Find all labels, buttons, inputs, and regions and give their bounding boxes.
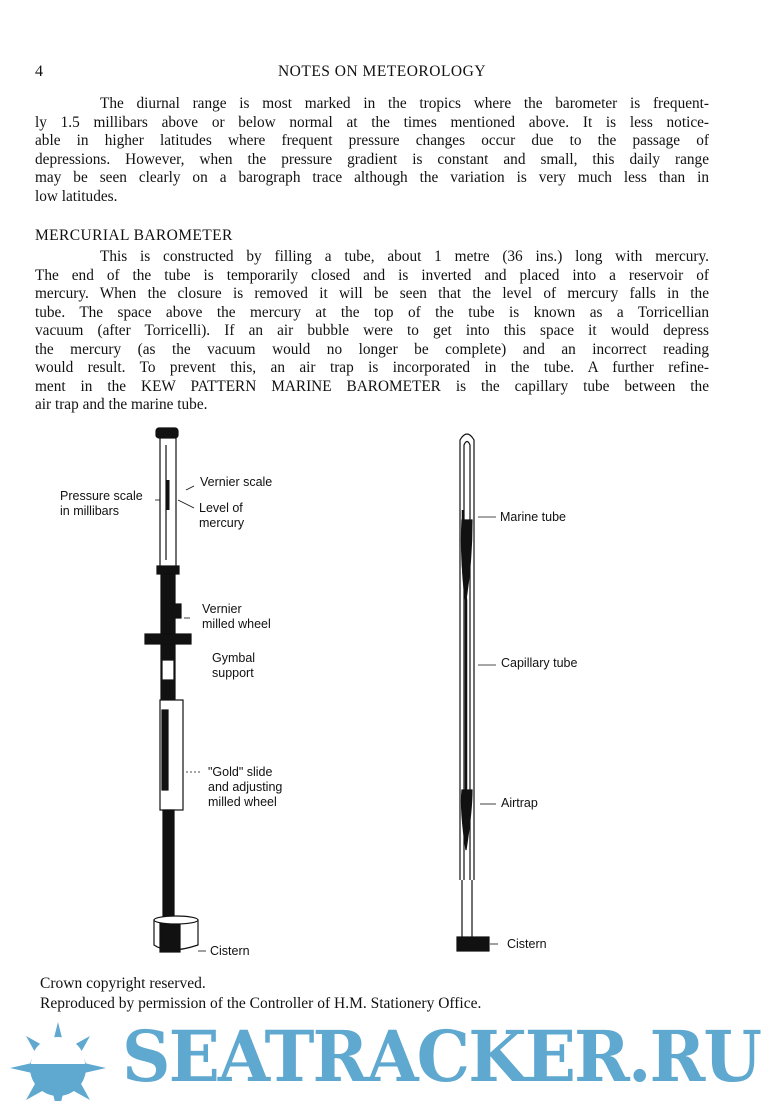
paragraph-line: The end of the tube is temporarily closed and is inverted and placed into a reservoir of: [35, 266, 709, 284]
label-cistern-left: Cistern: [210, 944, 250, 958]
label-capillary-tube: Capillary tube: [501, 656, 578, 670]
label-vernier-wheel-1: Vernier: [202, 602, 242, 616]
label-gold-slide-1: "Gold" slide: [208, 765, 273, 779]
watermark-text: SEATRACKER.RU: [122, 1015, 761, 1098]
label-gymbal-1: Gymbal: [212, 651, 256, 665]
paragraph-line: tube. The space above the mercury at the top of the tube is known as a Torricellian: [35, 303, 709, 321]
paragraph-line: able in higher latitudes where frequent pressure changes occur due to the passage of: [35, 132, 709, 149]
paragraph-line: depressions. However, when the pressure gradient is constant and small, this daily range: [35, 150, 709, 168]
label-gymbal-2: support: [212, 666, 254, 680]
label-gold-slide-3: milled wheel: [208, 795, 277, 809]
credit-line: Crown copyright reserved.: [40, 975, 206, 992]
page-number: 4: [35, 63, 43, 80]
paragraph-line: air trap and the marine tube.: [35, 396, 208, 413]
paragraph-line: would result. To prevent this, an air trap is incorporated in the tube. A further refine-: [35, 359, 709, 376]
paragraph-line: may be seen clearly on a barograph trace although the variation is very much less than in: [35, 169, 709, 186]
label-cistern-right: Cistern: [507, 937, 547, 951]
credit-line: Reproduced by permission of the Controller of H.M. Stationery Office.: [40, 995, 482, 1012]
label-pressure-scale-1: Pressure scale: [60, 489, 143, 503]
label-level-of-mercury-2: mercury: [199, 516, 245, 530]
paragraph-line: ly 1.5 millibars above or below normal at the times mentioned above. It is less notice-: [35, 113, 709, 131]
sun-icon: [10, 1022, 106, 1101]
section-heading: MERCURIAL BAROMETER: [35, 227, 233, 244]
paragraph-line: The diurnal range is most marked in the tropics where the barometer is frequent-: [100, 95, 709, 112]
paragraph-line: mercury. When the closure is removed it will be seen that the level of mercury falls in the: [35, 285, 709, 302]
label-vernier-wheel-2: milled wheel: [202, 617, 271, 631]
paragraph-line: ment in the KEW PATTERN MARINE BAROMETER is the capillary tube between the: [35, 377, 709, 395]
label-pressure-scale-2: in millibars: [60, 504, 120, 518]
paragraph-line: the mercury (as the vacuum would no longer be complete) and an incorrect reading: [35, 340, 709, 358]
label-vernier-scale: Vernier scale: [200, 475, 273, 489]
label-marine-tube: Marine tube: [500, 510, 567, 524]
label-airtrap: Airtrap: [501, 796, 538, 810]
paragraph-line: low latitudes.: [35, 187, 118, 205]
label-level-of-mercury-1: Level of: [199, 501, 243, 515]
paragraph-line: This is constructed by filling a tube, about 1 metre (36 ins.) long with mercury.: [100, 248, 709, 265]
label-gold-slide-2: and adjusting: [208, 780, 283, 794]
paragraph-line: vacuum (after Torricelli). If an air bubble were to get into this space it would depress: [35, 322, 709, 339]
running-title: NOTES ON METEOROLOGY: [277, 63, 487, 80]
